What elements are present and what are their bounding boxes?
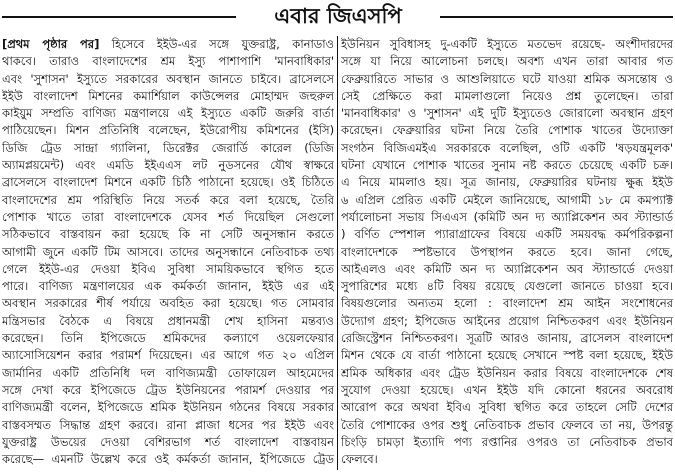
- column-line: করেছেন। ফেব্রুয়ারির ঘটনা নিয়ে তৈরি পোশাক খাতের উদ্যোক্তা: [341, 123, 673, 138]
- column-line: বাংলাদেশের শ্রম পরিস্থিতি নিয়ে সতর্ক করে বলা হয়েছে, তৈরি: [2, 192, 334, 207]
- column-line: ঘটনা যেখানে পোশাক খাতের সুনাম নষ্ট করতে চেয়েছে একটি চক্র।: [341, 158, 673, 173]
- line-text: হিসেবে ইইউ-এর সঙ্গে যুক্তরাষ্ট্র, কানাডাও: [99, 37, 334, 51]
- column-line: ব্রাসেলসে বাংলাদেশ মিশনে একটি চিঠি পাঠানো হয়েছে। ওই চিঠিতে: [2, 175, 334, 190]
- column-line: মিশন থেকে যে বার্তা পাঠানো হয়েছে সেখানে স্পষ্ট বলা হয়েছে, ইইউ: [341, 348, 673, 363]
- column-line: বাণিজ্যমন্ত্রী বলেন, ইপিজেডে শ্রমিক ইউনিয়ন গঠনের বিষয়ে সরকার: [2, 400, 334, 415]
- column-line: এ নিয়ে মামলাও হয়। সূত্র জানায়, ফেব্রুয়ারির ঘটনায় ক্ষুব্ধ ইইউ: [341, 175, 673, 190]
- column-line: আইএলও এবং কমিটি অন দ্য অ্যাপ্লিকেশন অব স্ট্যান্ডার্ডে দেওয়া: [341, 261, 673, 276]
- headline-rule-right: [440, 16, 673, 18]
- headline-bar: [0, 0, 675, 32]
- column-line: সুযোগ দেওয়া হয়েছে। এখন ইইউ যদি কোনো ধরনের অবরোধ: [341, 382, 673, 397]
- column-line: আগামী জুনে একটি টিম আসবে। তাদের অনুসন্ধানে নেতিবাচক তথ্য: [2, 244, 334, 259]
- column-line: বাংলাদেশকে স্পষ্টভাবে উপস্থাপন করতে হবে। জানা গেছে,: [341, 244, 673, 259]
- column-line: অ্যাসোসিয়েশন করার পরামর্শ দিয়েছেন। এর আগে গত ২০ এপ্রিল: [2, 348, 334, 363]
- column-line: বিষয়গুলোর অন্যতম হলো : বাংলাদেশ শ্রম আইন সংশোধনের: [341, 296, 673, 311]
- column-line: ৬ এপ্রিল প্রেরিত একটি মেইলে জানিয়েছে, আগামী ১৮ মে কমপ্যাক্ট: [341, 192, 673, 207]
- column-line: সেই প্রেক্ষিতে করা মামলাগুলো নিয়েও প্রশ্ন তুলেছেন। তারা: [341, 88, 673, 103]
- column-line: সুপারিশের মধ্যে ৪টি বিষয় রয়েছে যেগুলো জানতে চাওয়া হবে।: [341, 279, 673, 294]
- column-line: ফেব্রুয়ারিতে সাভার ও আশুলিয়াতে ঘটে যাওয়া শ্রমিক অসন্তোষ ও: [341, 71, 673, 86]
- column-line: ইউনিয়ন সুবিধাসহ দু-একটি ইস্যুতে মতভেদ রয়েছে- অংশীদারদের: [341, 37, 673, 51]
- column-line: শ্রমিক অধিকার এবং ট্রেড ইউনিয়ন করার বিষয়ে বাংলাদেশকে শেষ: [341, 365, 673, 380]
- column-line: কাইয়ুম সম্প্রতি বাণিজ্য মন্ত্রণালয়ে এই ইস্যুতে একটি জরুরি বার্তা: [2, 106, 334, 121]
- column-line: উদ্যোগ গ্রহণ; ইপিজেড আইনের প্রয়োগ নিশ্চিতকরণ এবং ইউনিয়ন: [341, 313, 673, 328]
- column-line: অ্যামপ্লয়মেন্ট) এবং এমডি ইইএএস লট নুডসনের যৌথ স্বাক্ষরে: [2, 158, 334, 173]
- article-column-left: [2, 36, 334, 470]
- column-line: ) বর্ণিত স্পেশাল প্যারাগ্রাফের বিষয়ে একটি সময়বদ্ধ কর্মপরিকল্পনা: [341, 227, 673, 242]
- article-column-right: [341, 36, 673, 470]
- column-line: পারে। বাণিজ্য মন্ত্রণালয়ের এক কর্মকর্তা জানান, ইইউ এর এই: [2, 279, 334, 294]
- column-line: তৈরি পোশাকের ওপর শুধু নেতিবাচক প্রভাব ফেলবে তা নয়, উপরন্তু: [341, 417, 673, 432]
- column-line: পর্যালোচনা সভায় সিএএস (কমিটি অন দ্য অ্যাপ্লিকেশন অব স্ট্যান্ডার্ড: [341, 209, 673, 224]
- column-line: বাস্তবসম্মত সিদ্ধান্ত গ্রহণ করবে। রানা প্লাজা ধসের পর ইইউ এবং: [2, 417, 334, 432]
- column-line: মন্ত্রিসভার বৈঠকে এ বিষয়ে প্রধানমন্ত্রী শেখ হাসিনা মন্তব্যও: [2, 313, 334, 328]
- column-line: পাঠিয়েছেন। মিশন প্রতিনিধি বলেছেন, ইউরোপীয় কমিশনের (ইসি): [2, 123, 334, 138]
- column-line: 'মানবাধিকার' ও 'সুশাসন' এই দুটি ইস্যুতেও জোরালো অবস্থান গ্রহণ: [341, 106, 673, 121]
- column-line: এবং 'সুশাসন' ইস্যুতে সরকারের অবস্থান জানতে চাইবে। ব্রাসেলসে: [2, 71, 334, 86]
- column-line: পোশাক খাতে তারা বাংলাদেশকে যেসব শর্ত দিয়েছিল সেগুলো: [2, 209, 334, 224]
- column-line: [2, 36, 334, 53]
- column-line: রেজিস্ট্রেশন নিশ্চিতকরণ। সূত্রটি আরও জানায়, ব্রাসেলস বাংলাদেশ: [341, 331, 673, 346]
- column-line: গেলে ইইউ-এর দেওয়া ইবিএ সুবিধা সাময়িকভাবে স্থগিত হতে: [2, 261, 334, 276]
- column-line: ইইউ বাংলাদেশ মিশনের কমার্শিয়াল কাউন্সেলর মোহাম্মদ জহুরুল: [2, 88, 334, 103]
- continuation-kicker: [প্রথম পৃষ্ঠার পর]: [2, 37, 100, 51]
- column-line: সংগঠন বিজিএমইএ সরকারকে বলেছিল, ওটি একটি 'ষড়যন্ত্রমূলক': [341, 140, 673, 155]
- headline: এবার জিএসপি: [274, 4, 402, 28]
- column-line: থাকবে। তারাও বাংলাদেশের শ্রম ইস্যু পাশাপাশি 'মানবাধিকার': [2, 54, 334, 69]
- column-line: সঙ্গে দেখা করে ইপিজেডে ট্রেড ইউনিয়নের পরামর্শ দেওয়ার পর: [2, 382, 334, 397]
- column-divider: [337, 36, 338, 470]
- column-line: সঙ্গে যা নিয়ে আলোচনা চলছে। অবশ্য এখন তারা আবার গত: [341, 54, 673, 69]
- column-line: করেছেন। তিনি ইপিজেডে শ্রমিকদের কল্যাণে ওয়েলফেয়ার: [2, 331, 334, 346]
- column-line: আরোপ করে অথবা ইবিএ সুবিধা স্থগিত করে তাহলে সেটি দেশের: [341, 400, 673, 415]
- column-line: অবস্থান সরকারের শীর্ষ পর্যায়ে অবহিত করা হয়েছে। গত সোমবার: [2, 296, 334, 311]
- column-line: করেছে— এমনটি উল্লেখ করে ওই কর্মকর্তা জানান, ইপিজেডে ট্রেড: [2, 452, 334, 467]
- column-line: চিংড়ি চামড়া ইত্যাদি পণ্য রপ্তানির ওপরও তা নেতিবাচক প্রভাব: [341, 434, 673, 449]
- headline-rule-left: [2, 16, 236, 18]
- column-line: সঠিকভাবে বাস্তবায়ন করা হয়েছে কি না সেটি অনুসন্ধান করতে: [2, 227, 334, 242]
- column-line: ডিজি ট্রেড সান্দ্রা গ্যালিনা, ডিরেক্টর জেরার্ডি কারেল (ডিজি: [2, 140, 334, 155]
- column-line: জার্মানির একটি প্রতিনিধি দল বাণিজ্যমন্ত্রী তোফায়েল আহমেদের: [2, 365, 334, 380]
- column-line: যুক্তরাষ্ট্র উভয়ের দেওয়া বেশিরভাগ শর্ত বাংলাদেশ বাস্তবায়ন: [2, 434, 334, 449]
- column-line: ফেলবে।: [341, 452, 378, 467]
